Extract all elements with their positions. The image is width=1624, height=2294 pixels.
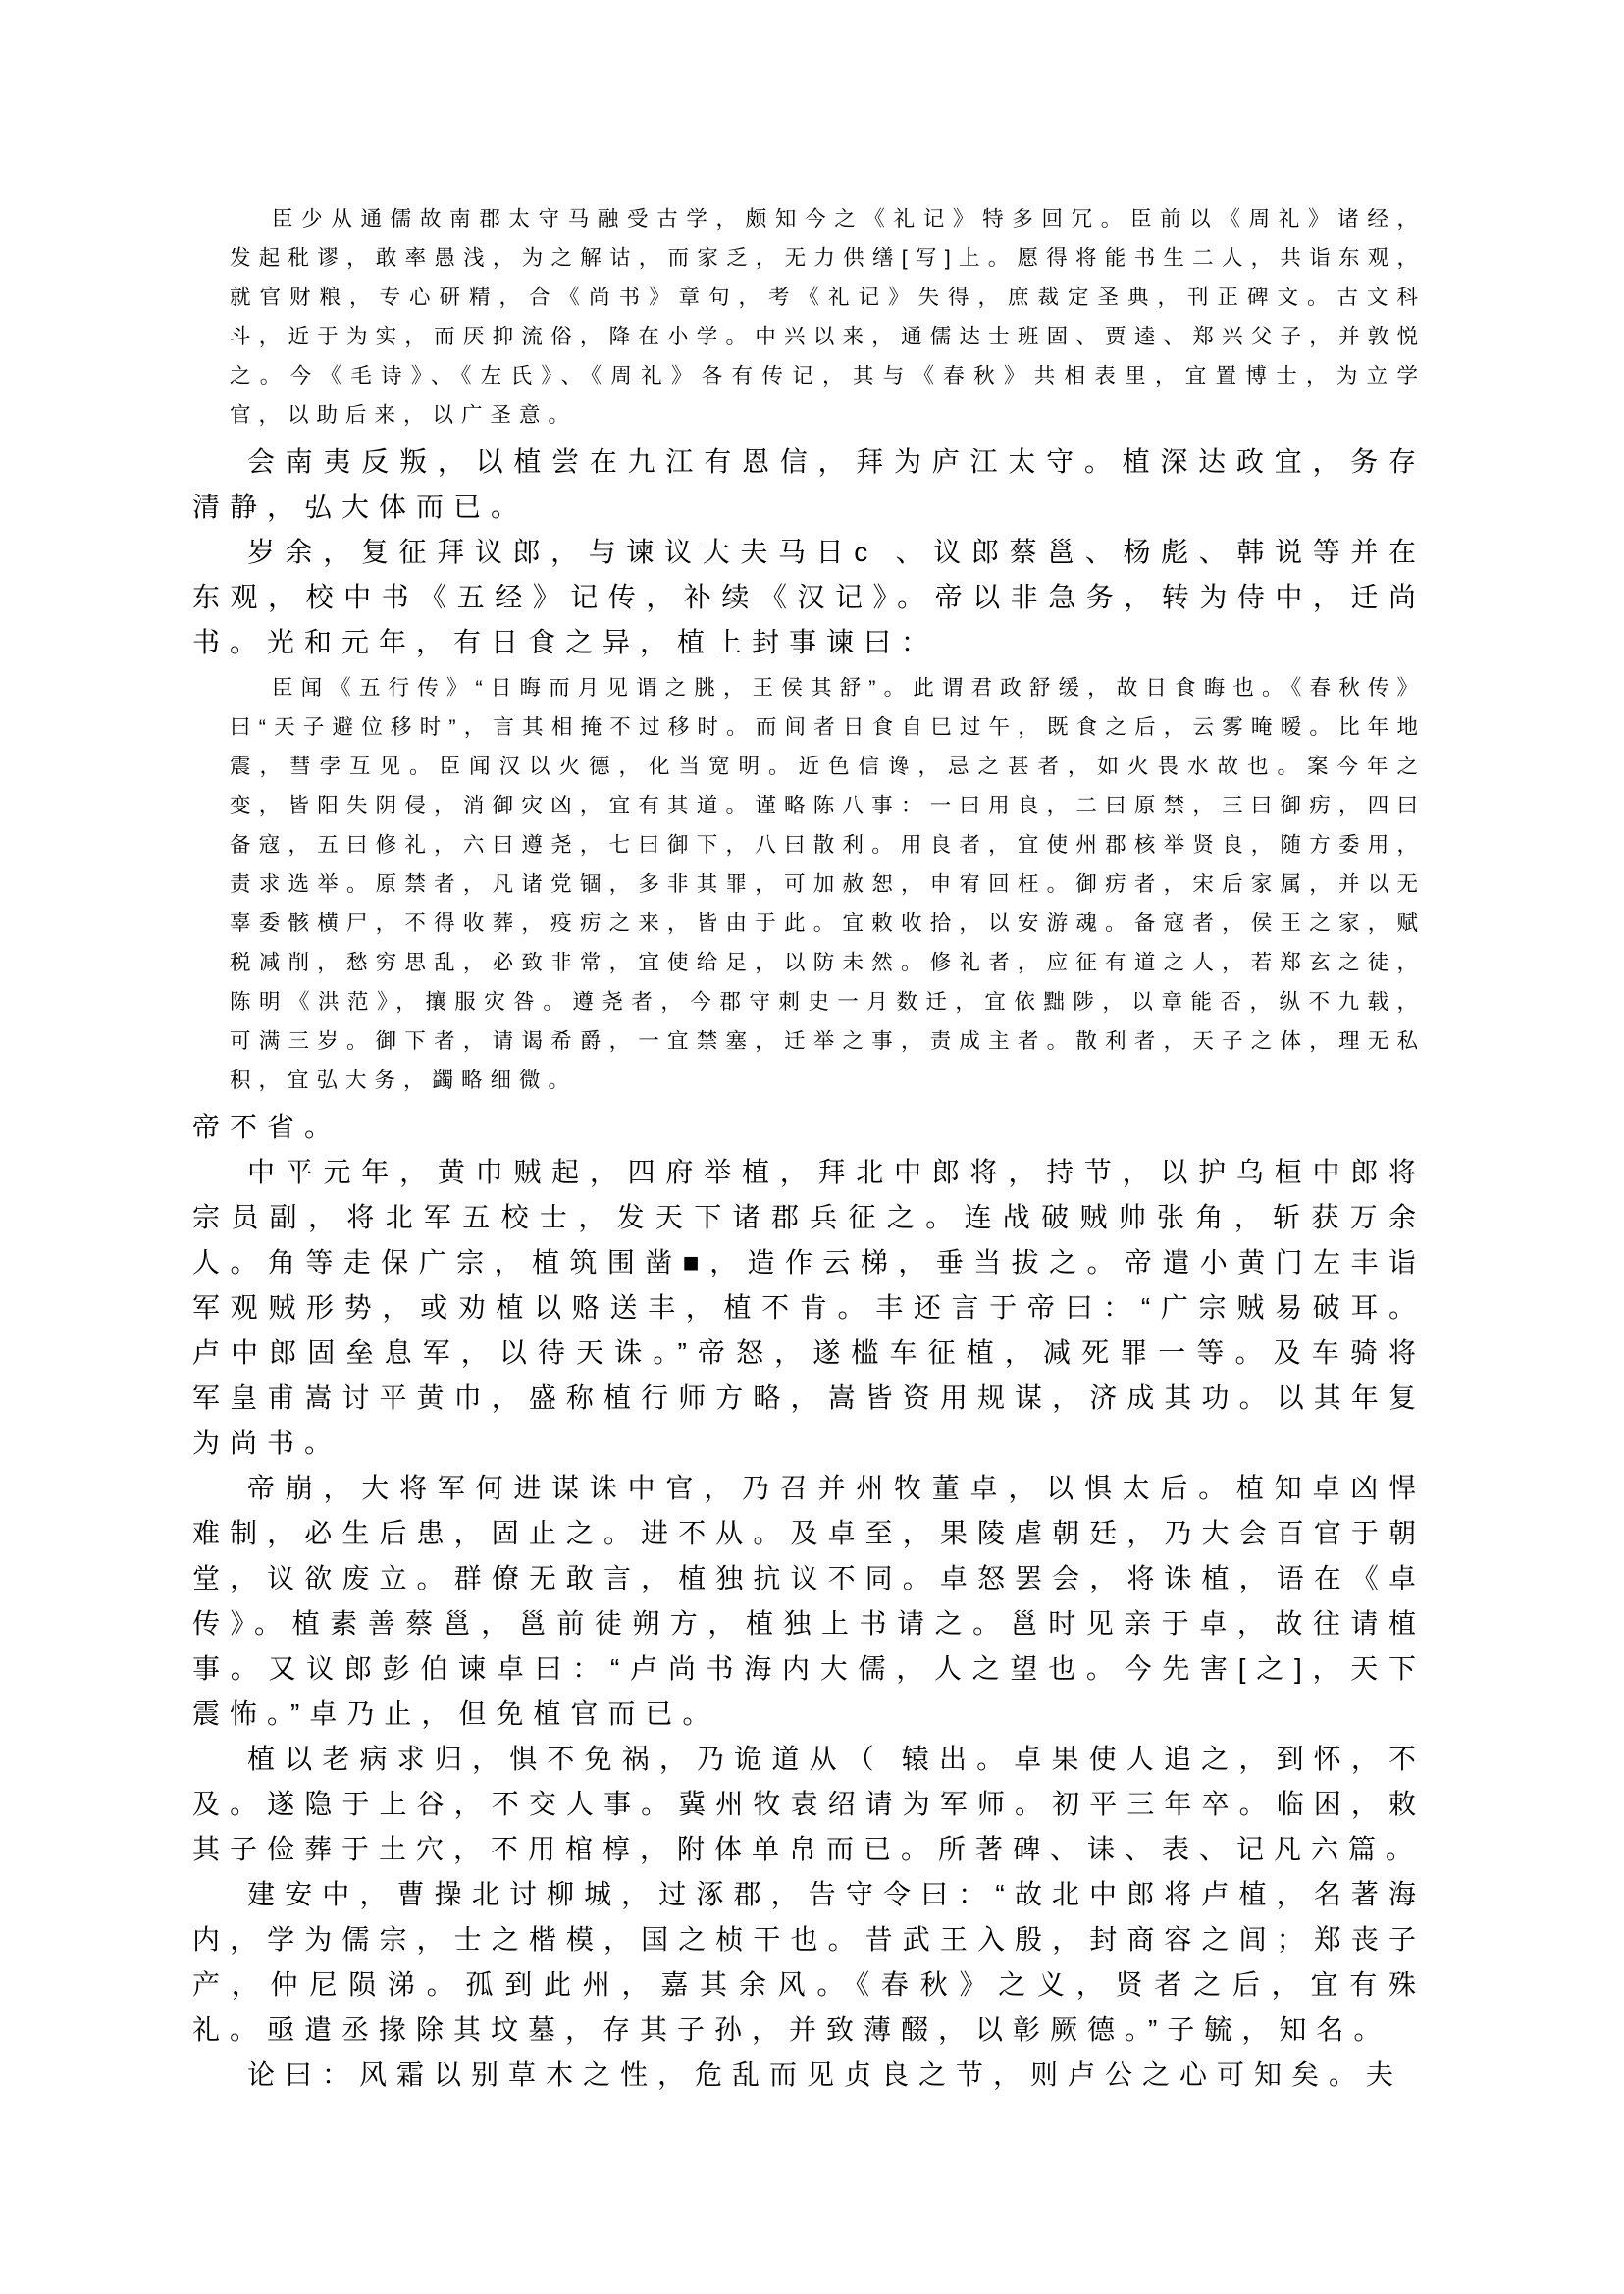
body-paragraph-lun-comment: 论曰：风霜以别草木之性，危乱而见贞良之节，则卢公之心可知矣。夫 (247, 2059, 1404, 2090)
body-paragraph-dongguan: 岁余，复征拜议郎，与谏议大夫马日c 、议郎蔡邕、杨彪、韩说等并在东观，校中书《五经》记传，补续《汉记》。帝以非急务，转为侍中，迁尚书。光和元年，有日食之异，植上封事谏曰： (192, 537, 1426, 657)
body-paragraph-caocao-edict: 建安中，曹操北讨柳城，过涿郡，告守令曰：“故北中郎将卢植，名著海内，学为儒宗，士之楷模，国之桢干也。昔武王入殷，封商容之闾；郑丧子产，仲尼陨涕。孤到此州，嘉其余风。《春秋》之义，贤者之后，宜有殊礼。亟遣丞掾除其坟墓，存其子孙，并致薄醊，以彰厥德。”子毓，知名。 (192, 1879, 1426, 2045)
body-paragraph-retirement-death: 植以老病求归，惧不免祸，乃诡道从（ 辕出。卓果使人追之，到怀，不及。遂隐于上谷，不交人事。冀州牧袁绍请为军师。初平三年卒。临困，敕其子俭葬于土穴，不用棺椁，附体单帛而已。所著碑、诔、表、记凡六篇。 (192, 1744, 1426, 1864)
body-paragraph-lujiang: 会南夷反叛，以植尝在九江有恩信，拜为庐江太守。植深达政宜，务存清静，弘大体而已。 (192, 446, 1426, 522)
quote-block-memorial-1: 臣少从通儒故南郡太守马融受古学，颇知今之《礼记》特多回冗。臣前以《周礼》诸经，发起秕谬，敢率愚浅，为之解诂，而家乏，无力供缮[写]上。愿得将能书生二人，共诣东观，就官财粮，专心研精，合《尚书》章句，考《礼记》失得，庶裁定圣典，刊正碑文。古文科斗，近于为实，而厌抑流俗，降在小学。中兴以来，通儒达士班固、贾逵、郑兴父子，并敦悦之。今《毛诗》、《左氏》、《周礼》各有传记，其与《春秋》共相表里，宜置博士，为立学官，以助后来，以广圣意。 (230, 207, 1426, 427)
body-paragraph-yellow-turban: 中平元年，黄巾贼起，四府举植，拜北中郎将，持节，以护乌桓中郎将宗员副，将北军五校士，发天下诸郡兵征之。连战破贼帅张角，斩获万余人。角等走保广宗，植筑围凿■，造作云梯，垂当拔之。帝遣小黄门左丰诣军观贼形势，或劝植以赂送丰，植不肯。丰还言于帝曰：“广宗贼易破耳。卢中郎固垒息军，以待天诛。”帝怒，遂槛车征植，减死罪一等。及车骑将军皇甫嵩讨平黄巾，盛称植行师方略，嵩皆资用规谋，济成其功。以其年复为尚书。 (192, 1157, 1426, 1458)
body-paragraph-emperor-ignored: 帝不省。 (192, 1112, 342, 1142)
body-paragraph-dongzhuo: 帝崩，大将军何进谋诛中官，乃召并州牧董卓，以惧太后。植知卓凶悍难制，必生后患，固止之。进不从。及卓至，果陵虐朝廷，乃大会百官于朝堂，议欲废立。群僚无敢言，植独抗议不同。卓怒罢会，将诛植，语在《卓传》。植素善蔡邕，邕前徒朔方，植独上书请之。邕时见亲于卓，故往请植事。又议郎彭伯谏卓曰：“卢尚书海内大儒，人之望也。今先害[之]，天下震怖。”卓乃止，但免植官而已。 (192, 1473, 1426, 1729)
quote-block-memorial-2: 臣闻《五行传》“日晦而月见谓之朓，王侯其舒”。此谓君政舒缓，故日食晦也。《春秋传》曰“天子避位移时”，言其相掩不过移时。而间者日食自巳过午，既食之后，云雾晻暧。比年地震，彗孛互见。臣闻汉以火德，化当宽明。近色信谗，忌之甚者，如火畏水故也。案今年之变，皆阳失阴侵，消御灾凶，宜有其道。谨略陈八事：一曰用良，二曰原禁，三曰御疠，四曰备寇，五曰修礼，六曰遵尧，七曰御下，八曰散利。用良者，宜使州郡核举贤良，随方委用，责求选举。原禁者，凡诸党锢，多非其罪，可加赦恕，申宥回枉。御疠者，宋后家属，并以无辜委骸横尸，不得收葬，疫疠之来，皆由于此。宜敕收拾，以安游魂。备寇者，侯王之家，赋税减削，愁穷思乱，必致非常，宜使给足，以防未然。修礼者，应征有道之人，若郑玄之徒，陈明《洪范》，攘服灾咎。遵尧者，今郡守刺史一月数迁，宜依黜陟，以章能否，纵不九载，可满三岁。御下者，请谒希爵，一宜禁塞，迁举之事，责成主者。散利者，天子之体，理无私积，宜弘大务，蠲略细微。 (230, 676, 1426, 1092)
